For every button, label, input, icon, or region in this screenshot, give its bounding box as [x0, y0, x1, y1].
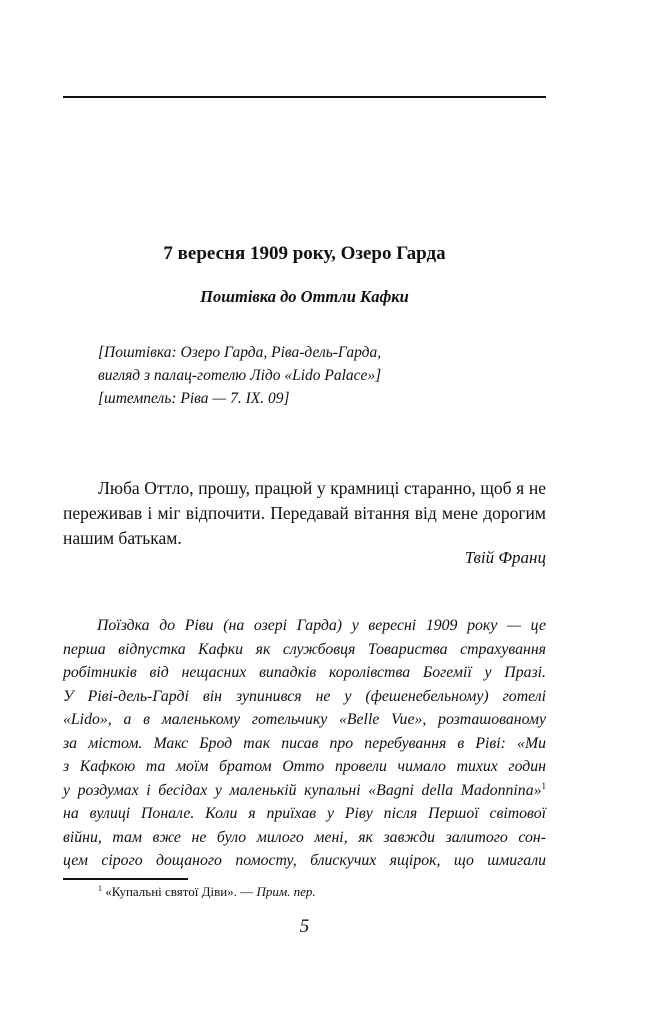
footnote-mark: 1: [98, 884, 102, 893]
footnote-rule: [63, 878, 188, 880]
commentary-paragraph: [63, 614, 546, 873]
letter-date-heading: 7 вересня 1909 року, Озеро Гарда: [163, 243, 446, 264]
letter-signature: Твій Франц: [464, 548, 546, 567]
commentary-line: цем сірого дощаного помосту, блискучих ящірок, що шмигали: [63, 852, 546, 869]
commentary-line: «Lido», а в маленькому готельчику «Belle Vue», розташованому: [63, 711, 546, 728]
footnote: [98, 883, 538, 901]
commentary-line: У Ріві-дель-Гарді він зупинився не у (фешенебельному) готелі: [63, 687, 546, 705]
commentary-line: Поїздка до Ріви (на озері Гарда) у вересні 1909 року — це: [97, 617, 546, 634]
letter-subtitle: Поштівка до Оттли Кафки: [200, 287, 409, 306]
page-number: 5: [299, 916, 310, 937]
footnote-reference[interactable]: 1: [541, 780, 546, 791]
commentary-line: робітників від нещасних випадків королівства Богемії у Празі.: [63, 664, 546, 681]
commentary-line: за містом. Макс Брод так писав про перебування в Ріві: «Ми: [63, 734, 546, 752]
top-rule: [63, 96, 546, 98]
commentary-line: на вулиці Понале. Коли я приїхав у Ріву після Першої світової: [63, 805, 546, 822]
letter-body: Люба Оттло, прошу, працюй у крамниці старанно, щоб я не переживав і міг відпочити. Передавай вітання від мене дорогим нашим батькам.: [63, 478, 546, 548]
footnote-text: «Купальні святої Діви». —: [105, 884, 257, 899]
commentary-line: перша відпустка Кафки як службовця Товариства страхування: [63, 640, 546, 658]
editorial-note-line: [штемпель: Ріва — 7. IX. 09]: [98, 390, 290, 407]
footnote-translator-note: Прим. пер.: [256, 884, 316, 899]
commentary-line-with-ref: [63, 779, 546, 803]
commentary-line: війни, там вже не було милого мені, як завжди залитого сон-: [63, 828, 546, 846]
editorial-note-line: вигляд з палац-готелю Лідо «Lido Palace»]: [98, 367, 382, 384]
editorial-note: [98, 341, 538, 410]
commentary-line-text: у роздумах і бесідах у маленькій купальні «Bagni della Madonnina»: [63, 781, 542, 799]
editorial-note-line: [Поштівка: Озеро Гарда, Ріва-дель-Гарда,: [98, 344, 382, 361]
commentary-line: з Кафкою та моїм братом Отто провели чимало тихих годин: [63, 758, 546, 775]
